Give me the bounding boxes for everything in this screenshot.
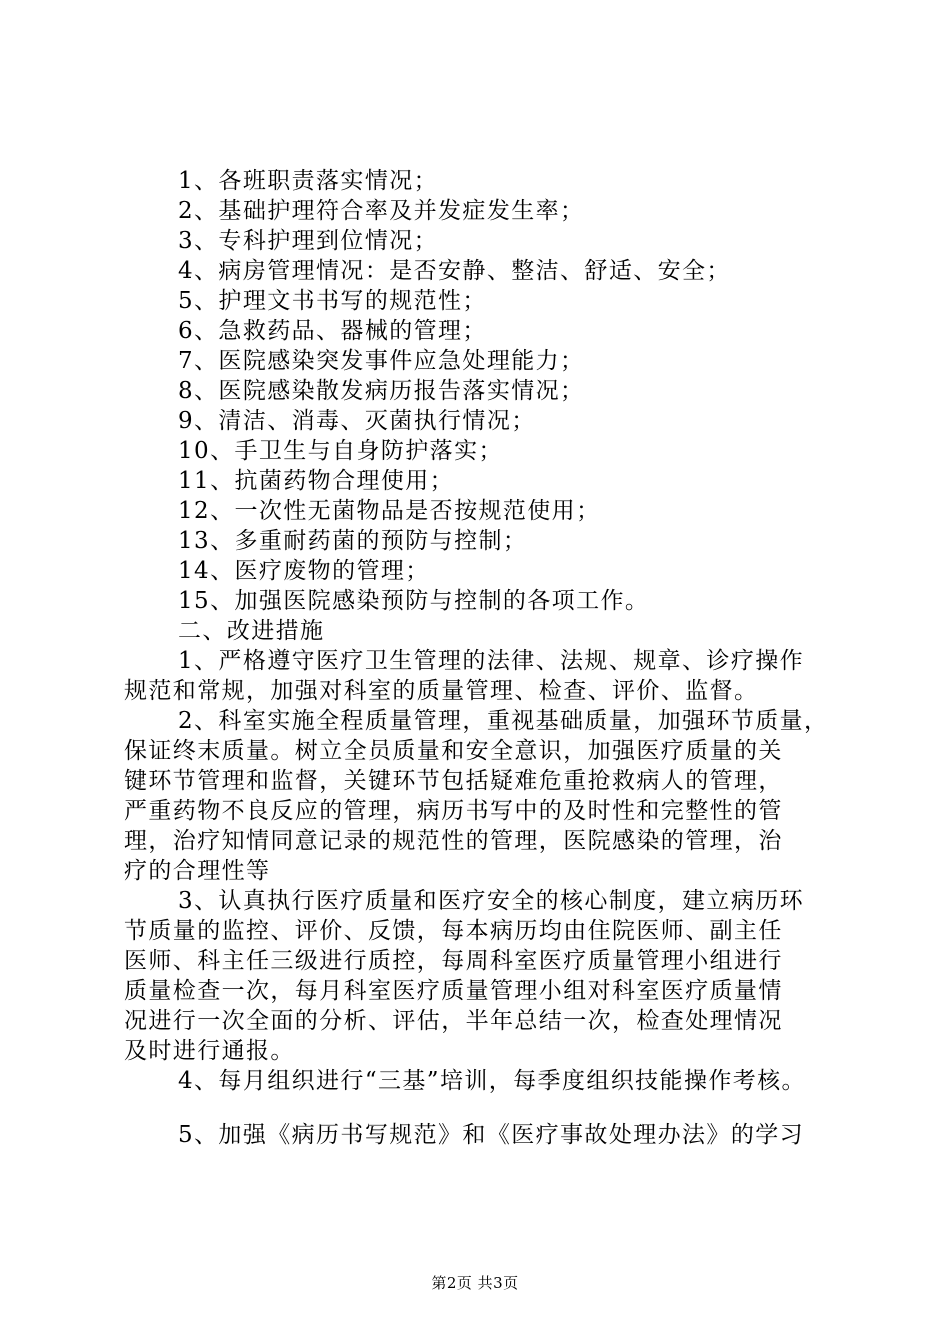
list-item: 15、加强医院感染预防与控制的各项工作。 — [178, 588, 650, 614]
paragraph-line: 1、严格遵守医疗卫生管理的法律、法规、规章、诊疗操作 — [178, 648, 805, 674]
list-item: 6、急救药品、器械的管理； — [178, 318, 487, 344]
paragraph-line: 理，治疗知情同意记录的规范性的管理，医院感染的管理，治 — [124, 828, 783, 854]
measure-paragraph-4 — [124, 1066, 844, 1096]
section-heading: 二、改进措施 — [178, 618, 325, 644]
list-item: 1、各班职责落实情况； — [178, 168, 439, 194]
paragraph-line: 医师、科主任三级进行质控，每周科室医疗质量管理小组进行 — [124, 948, 783, 974]
list-item: 14、医疗废物的管理； — [178, 558, 430, 584]
paragraph-line: 质量检查一次，每月科室医疗质量管理小组对科室医疗质量情 — [124, 978, 783, 1004]
paragraph-line: 5、加强《病历书写规范》和《医疗事故处理办法》的学习 — [178, 1122, 805, 1148]
measure-paragraph-3 — [124, 886, 844, 1066]
list-item: 7、医院感染突发事件应急处理能力； — [178, 348, 585, 374]
measure-paragraph-5 — [124, 1120, 844, 1150]
paragraph-line: 节质量的监控、评价、反馈，每本病历均由住院医师、副主任 — [124, 918, 783, 944]
list-item: 8、医院感染散发病历报告落实情况； — [178, 378, 585, 404]
page-number: 第2页 共3页 — [431, 1274, 519, 1292]
paragraph-line: 4、每月组织进行“三基”培训，每季度组织技能操作考核。 — [178, 1068, 806, 1094]
paragraph-line: 键环节管理和监督，关键环节包括疑难危重抢救病人的管理， — [124, 768, 783, 794]
measure-paragraph-1 — [124, 646, 844, 706]
list-item: 2、基础护理符合率及并发症发生率； — [178, 198, 585, 224]
paragraph-line: 况进行一次全面的分析、评估，半年总结一次，检查处理情况 — [124, 1008, 783, 1034]
list-item: 5、护理文书书写的规范性； — [178, 288, 487, 314]
paragraph-line: 保证终末质量。树立全员质量和安全意识，加强医疗质量的关 — [124, 738, 783, 764]
measure-paragraph-2 — [124, 706, 844, 886]
paragraph-line: 2、科室实施全程质量管理，重视基础质量，加强环节质量， — [178, 708, 829, 734]
paragraph-line: 严重药物不良反应的管理，病历书写中的及时性和完整性的管 — [124, 798, 783, 824]
paragraph-line: 规范和常规，加强对科室的质量管理、检查、评价、监督。 — [124, 678, 759, 704]
list-item: 12、一次性无菌物品是否按规范使用； — [178, 498, 601, 524]
list-item: 11、抗菌药物合理使用； — [178, 468, 455, 494]
document-body — [124, 166, 844, 1150]
list-item: 13、多重耐药菌的预防与控制； — [178, 528, 528, 554]
list-item: 9、清洁、消毒、灭菌执行情况； — [178, 408, 536, 434]
paragraph-line: 3、认真执行医疗质量和医疗安全的核心制度，建立病历环 — [178, 888, 805, 914]
list-item: 4、病房管理情况：是否安静、整洁、舒适、安全； — [178, 258, 731, 284]
paragraph-line: 疗的合理性等 — [124, 858, 271, 884]
paragraph-line: 及时进行通报。 — [124, 1038, 295, 1064]
list-item: 10、手卫生与自身防护落实； — [178, 438, 503, 464]
page-footer — [0, 1272, 950, 1293]
paragraph-spacer — [124, 1096, 844, 1120]
list-item: 3、专科护理到位情况； — [178, 228, 439, 254]
